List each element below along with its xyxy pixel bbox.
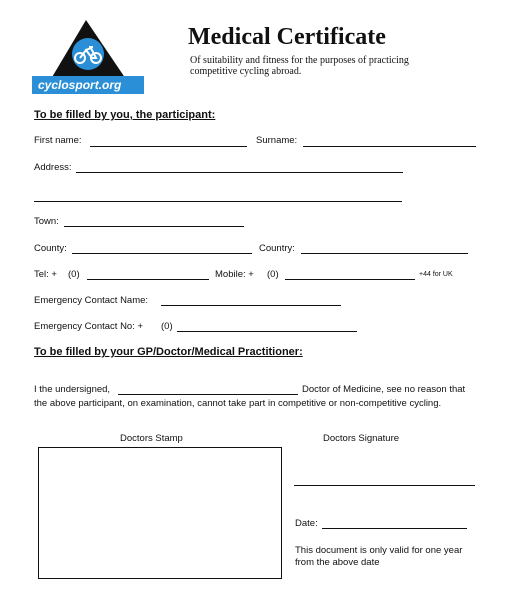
town-label: Town: (34, 216, 59, 227)
tel-code: (0) (68, 269, 80, 280)
country-field[interactable] (301, 253, 468, 254)
surname-label: Surname: (256, 135, 298, 146)
page-title: Medical Certificate (188, 24, 386, 50)
signature-label: Doctors Signature (323, 433, 400, 444)
emergency-no-label: Emergency Contact No: + (34, 321, 144, 332)
first-name-label: First name: (34, 135, 82, 146)
mobile-label: Mobile: + (215, 269, 254, 280)
mobile-field[interactable] (285, 279, 415, 280)
validity-line1: This document is only valid for one year (295, 545, 463, 556)
statement-suffix: Doctor of Medicine, see no reason that (302, 384, 466, 395)
participant-heading: To be filled by you, the participant: (34, 109, 216, 121)
doctor-stamp-box[interactable] (38, 447, 282, 579)
signature-field[interactable] (294, 485, 475, 486)
doctor-heading: To be filled by your GP/Doctor/Medical Practitioner: (34, 346, 303, 358)
address-field-line2[interactable] (34, 201, 402, 202)
logo-text: cyclosport.org (38, 78, 122, 92)
statement-prefix: I the undersigned, (34, 384, 111, 395)
emergency-name-field[interactable] (161, 305, 341, 306)
doctor-name-field[interactable] (118, 394, 298, 395)
first-name-field[interactable] (90, 146, 247, 147)
tel-field[interactable] (87, 279, 209, 280)
emergency-code: (0) (161, 321, 173, 332)
mobile-code: (0) (267, 269, 279, 280)
tel-label: Tel: + (34, 269, 57, 280)
date-field[interactable] (322, 528, 467, 529)
uk-code-note: +44 for UK (419, 271, 453, 278)
cyclosport-logo (32, 18, 148, 98)
county-field[interactable] (72, 253, 252, 254)
surname-field[interactable] (303, 146, 476, 147)
emergency-name-label: Emergency Contact Name: (34, 295, 149, 306)
emergency-no-field[interactable] (177, 331, 357, 332)
address-label: Address: (34, 162, 72, 173)
country-label: Country: (259, 243, 295, 254)
page-subtitle-line2: competitive cycling abroad. (190, 66, 302, 77)
page-subtitle-line1: Of suitability and fitness for the purposes of practicing (190, 55, 409, 66)
address-field-line1[interactable] (76, 172, 403, 173)
date-label: Date: (295, 518, 318, 529)
statement-line2: the above participant, on examination, cannot take part in competitive or non-competitive cycling. (34, 398, 442, 409)
county-label: County: (34, 243, 67, 254)
validity-line2: from the above date (295, 557, 380, 568)
town-field[interactable] (64, 226, 244, 227)
stamp-label: Doctors Stamp (120, 433, 183, 444)
